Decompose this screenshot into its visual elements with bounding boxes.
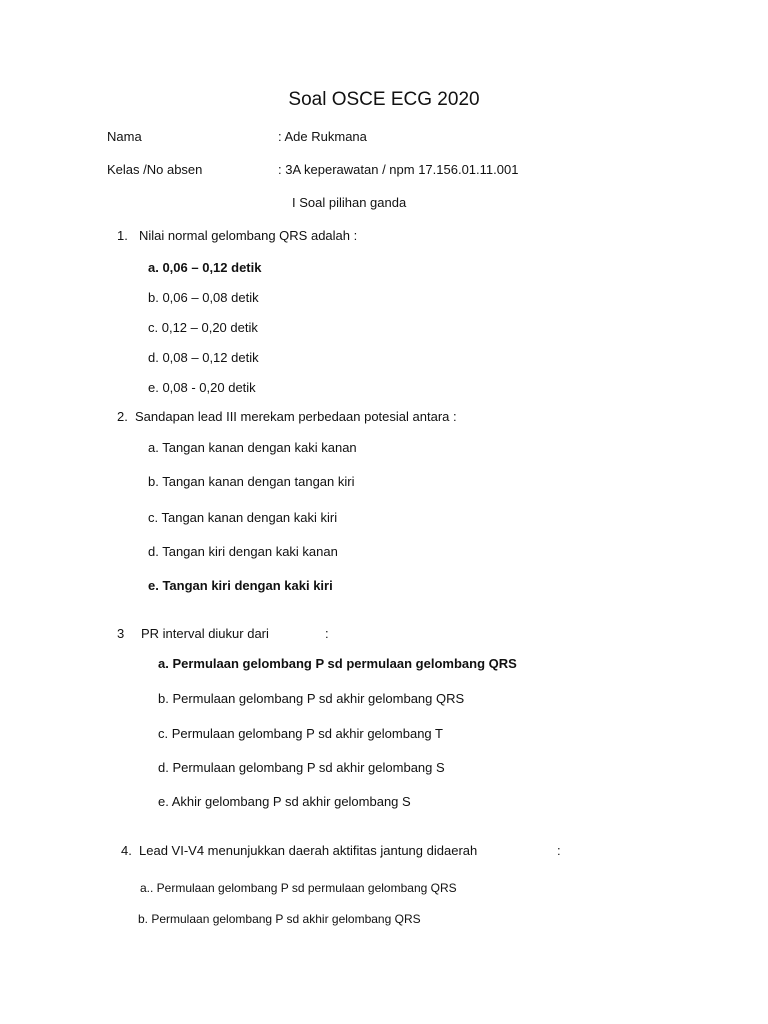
question-3-text: PR interval diukur dari <box>141 626 269 641</box>
question-2-option-e: e. Tangan kiri dengan kaki kiri <box>148 578 333 593</box>
question-1-option-a: a. 0,06 – 0,12 detik <box>148 260 262 275</box>
question-3-colon: : <box>325 626 329 641</box>
question-4-option-b: b. Permulaan gelombang P sd akhir gelombang QRS <box>138 912 421 926</box>
name-value: : Ade Rukmana <box>278 129 367 144</box>
question-2-option-c: c. Tangan kanan dengan kaki kiri <box>148 510 338 525</box>
question-2-option-a: a. Tangan kanan dengan kaki kanan <box>148 440 357 455</box>
question-3-option-e: e. Akhir gelombang P sd akhir gelombang S <box>158 794 411 809</box>
question-2-option-b: b. Tangan kanan dengan tangan kiri <box>148 474 355 489</box>
name-label: Nama <box>107 129 142 144</box>
question-3-option-a: a. Permulaan gelombang P sd permulaan gelombang QRS <box>158 656 517 671</box>
question-4-option-a: a.. Permulaan gelombang P sd permulaan gelombang QRS <box>140 881 457 895</box>
question-1-number: 1. <box>117 228 128 243</box>
question-3-number: 3 <box>117 626 125 641</box>
question-1-option-d: d. 0,08 – 0,12 detik <box>148 350 259 365</box>
question-4-text: Lead VI-V4 menunjukkan daerah aktifitas jantung didaerah <box>139 843 478 858</box>
question-1-option-b: b. 0,06 – 0,08 detik <box>148 290 259 305</box>
class-value: : 3A keperawatan / npm 17.156.01.11.001 <box>278 162 519 177</box>
section-title: I Soal pilihan ganda <box>292 195 407 210</box>
question-3-option-d: d. Permulaan gelombang P sd akhir gelombang S <box>158 760 445 775</box>
question-3-option-c: c. Permulaan gelombang P sd akhir gelombang T <box>158 726 443 741</box>
question-2-number: 2. <box>117 409 128 424</box>
page-title: Soal OSCE ECG 2020 <box>288 89 480 110</box>
question-2-text: Sandapan lead III merekam perbedaan potesial antara : <box>135 409 457 424</box>
class-label: Kelas /No absen <box>107 162 203 177</box>
question-1-text: Nilai normal gelombang QRS adalah : <box>139 228 358 243</box>
question-1-option-c: c. 0,12 – 0,20 detik <box>148 320 258 335</box>
question-4-number: 4. <box>121 843 132 858</box>
question-2-option-d: d. Tangan kiri dengan kaki kanan <box>148 544 338 559</box>
question-1-option-e: e. 0,08 - 0,20 detik <box>148 380 256 395</box>
question-4-colon: : <box>557 843 561 858</box>
question-3-option-b: b. Permulaan gelombang P sd akhir gelombang QRS <box>158 691 465 706</box>
